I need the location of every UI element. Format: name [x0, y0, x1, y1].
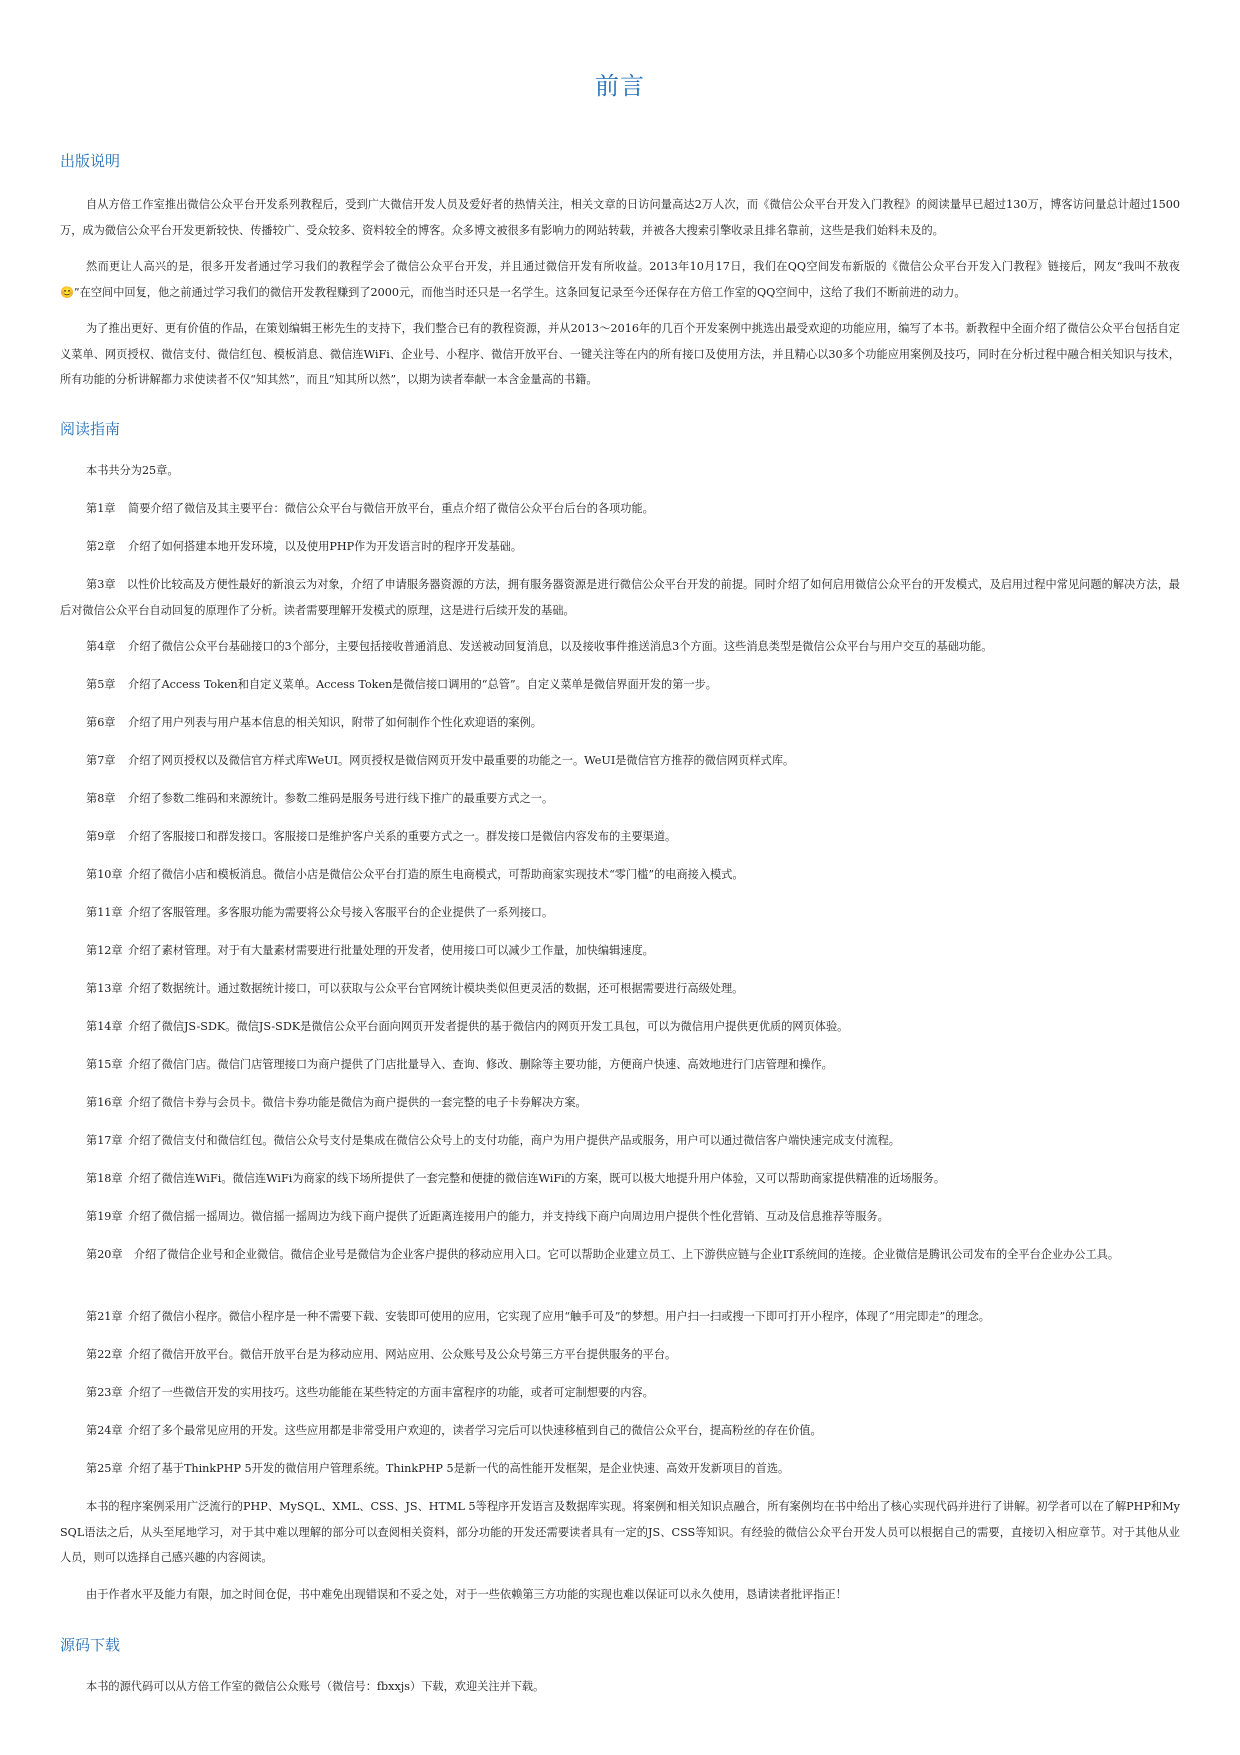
chapter-text: 介绍了基于ThinkPHP 5开发的微信用户管理系统。ThinkPHP 5是新一代的高性能开发框架，是企业快速、高效开发新项目的首选。: [128, 1462, 790, 1475]
page-title: 前言: [595, 72, 645, 100]
publication-paragraph-2: 然而更让人高兴的是，很多开发者通过学习我们的教程学会了微信公众平台开发，并且通过微信开发有所收益。2013年10月17日，我们在QQ空间发布新版的《微信公众平台开发入门教程》链接后，网友“我叫不敖夜😊”在空间中回复，他之前通过学习我们的微信开发教程赚到了2000元，而他当时还只是一名学生。这条回复记录至今还保存在方倍工作室的QQ空间中，这给了我们不断前进的动力。: [60, 260, 1180, 299]
chapter-number: 第1章: [86, 502, 116, 515]
chapter-text: 简要介绍了微信及其主要平台：微信公众平台与微信开放平台，重点介绍了微信公众平台后台的各项功能。: [128, 502, 654, 515]
chapter-number: 第13章: [86, 982, 123, 995]
chapter-text: 介绍了素材管理。对于有大量素材需要进行批量处理的开发者，使用接口可以减少工作量，加快编辑速度。: [128, 944, 654, 957]
chapter-item: [60, 938, 1180, 964]
chapter-text: 介绍了多个最常见应用的开发。这些应用都是非常受用户欢迎的，读者学习完后可以快速移植到自己的微信公众平台，提高粉丝的存在价值。: [128, 1424, 822, 1437]
chapter-item: [60, 534, 1180, 560]
chapter-text: 介绍了微信摇一摇周边。微信摇一摇周边为线下商户提供了近距离连接用户的能力，并支持线下商户向周边用户提供个性化营销、互动及信息推荐等服务。: [128, 1210, 889, 1223]
chapter-text: 介绍了数据统计。通过数据统计接口，可以获取与公众平台官网统计模块类似但更灵活的数据，还可根据需要进行高级处理。: [128, 982, 744, 995]
chapter-item: [60, 1242, 1180, 1268]
chapter-number: 第16章: [86, 1096, 123, 1109]
chapter-item: [60, 1342, 1180, 1368]
chapter-text: 介绍了客服管理。多客服功能为需要将公众号接入客服平台的企业提供了一系列接口。: [128, 906, 554, 919]
chapter-item: [60, 976, 1180, 1002]
chapter-number: 第11章: [86, 906, 123, 919]
chapter-item: [60, 710, 1180, 736]
chapter-item: [60, 1014, 1180, 1040]
chapter-text: 介绍了用户列表与用户基本信息的相关知识，附带了如何制作个性化欢迎语的案例。: [128, 716, 542, 729]
chapter-number: 第5章: [86, 678, 116, 691]
chapter-item: [60, 748, 1180, 774]
publication-paragraph-3: 为了推出更好、更有价值的作品，在策划编辑王彬先生的支持下，我们整合已有的教程资源，并从2013～2016年的几百个开发案例中挑选出最受欢迎的功能应用，编写了本书。新教程中全面介绍了微信公众平台包括自定义菜单、网页授权、微信支付、微信红包、模板消息、微信连WiFi、企业号、小程序、微信开放平台、一键关注等在内的所有接口及使用方法，并且精心以30多个功能应用案例及技巧，同时在分析过程中融合相关知识与技术，所有功能的分析讲解都力求使读者不仅“知其然”，而且“知其所以然”，以期为读者奉献一本含金量高的书籍。: [60, 322, 1180, 386]
chapter-text: 介绍了参数二维码和来源统计。参数二维码是服务号进行线下推广的最重要方式之一。: [128, 792, 554, 805]
guide-closing-paragraph-1: 本书的程序案例采用广泛流行的PHP、MySQL、XML、CSS、JS、HTML 5等程序开发语言及数据库实现。将案例和相关知识点融合，所有案例均在书中给出了核心实现代码并进行了讲解。初学者可以在了解PHP和MySQL语法之后，从头至尾地学习，对于其中难以理解的部分可以查阅相关资料，部分功能的开发还需要读者具有一定的JS、CSS等知识。有经验的微信公众平台开发人员可以根据自己的需要，直接切入相应章节。对于其他从业人员，则可以选择自己感兴趣的内容阅读。: [60, 1500, 1180, 1564]
chapter-number: 第8章: [86, 792, 116, 805]
guide-closing-paragraph-2: 由于作者水平及能力有限，加之时间仓促，书中难免出现错误和不妥之处，对于一些依赖第三方功能的实现也难以保证可以永久使用，恳请读者批评指正！: [86, 1588, 847, 1601]
chapter-item: [60, 1166, 1180, 1192]
chapter-item: [60, 1052, 1180, 1078]
chapter-item: [60, 634, 1180, 660]
chapter-number: 第2章: [86, 540, 116, 553]
chapter-number: 第25章: [86, 1462, 123, 1475]
chapter-item: [60, 824, 1180, 850]
chapter-item: [60, 786, 1180, 812]
chapter-text: 介绍了微信卡券与会员卡。微信卡券功能是微信为商户提供的一套完整的电子卡券解决方案。: [128, 1096, 587, 1109]
chapter-item: [60, 1380, 1180, 1406]
chapter-number: 第14章: [86, 1020, 123, 1033]
section-heading-guide: 阅读指南: [60, 420, 121, 438]
chapter-text: 以性价比较高及方便性最好的新浪云为对象，介绍了申请服务器资源的方法，拥有服务器资源是进行微信公众平台开发的前提。同时介绍了如何启用微信公众平台的开发模式，及启用过程中常见问题的解决方法，最后对微信公众平台自动回复的原理作了分析。读者需要理解开发模式的原理，这是进行后续开发的基础。: [60, 578, 1180, 617]
chapter-number: 第9章: [86, 830, 116, 843]
chapter-text: 介绍了微信JS-SDK。微信JS-SDK是微信公众平台面向网页开发者提供的基于微信内的网页开发工具包，可以为微信用户提供更优质的网页体验。: [128, 1020, 849, 1033]
chapter-item: [60, 496, 1180, 522]
chapter-item: [60, 900, 1180, 926]
chapter-item: [60, 1204, 1180, 1230]
chapter-number: 第10章: [86, 868, 123, 881]
chapter-item: [60, 1090, 1180, 1116]
chapter-text: 介绍了微信小程序。微信小程序是一种不需要下载、安装即可使用的应用，它实现了应用“触手可及”的梦想。用户扫一扫或搜一下即可打开小程序，体现了“用完即走”的理念。: [128, 1310, 990, 1323]
download-text: 本书的源代码可以从方倍工作室的微信公众账号（微信号：fbxxjs）下载，欢迎关注并下载。: [86, 1680, 545, 1693]
chapter-text: 介绍了微信支付和微信红包。微信公众号支付是集成在微信公众号上的支付功能，商户为用户提供产品或服务，用户可以通过微信客户端快速完成支付流程。: [128, 1134, 900, 1147]
chapter-text: 介绍了如何搭建本地开发环境，以及使用PHP作为开发语言时的程序开发基础。: [128, 540, 523, 553]
chapter-item: [60, 862, 1180, 888]
chapter-text: 介绍了客服接口和群发接口。客服接口是维护客户关系的重要方式之一。群发接口是微信内容发布的主要渠道。: [128, 830, 677, 843]
chapter-number: 第3章: [86, 578, 116, 591]
chapter-text: 介绍了一些微信开发的实用技巧。这些功能能在某些特定的方面丰富程序的功能，或者可定制想要的内容。: [128, 1386, 654, 1399]
chapter-number: 第12章: [86, 944, 123, 957]
chapter-number: 第21章: [86, 1310, 123, 1323]
chapter-item: [60, 672, 1180, 698]
publication-paragraph-1: 自从方倍工作室推出微信公众平台开发系列教程后，受到广大微信开发人员及爱好者的热情关注，相关文章的日访问量高达2万人次，而《微信公众平台开发入门教程》的阅读量早已超过130万，博客访问量总计超过1500万，成为微信公众平台开发更新较快、传播较广、受众较多、资料较全的博客。众多博文被很多有影响力的网站转载，并被各大搜索引擎收录且排名靠前，这些是我们始料未及的。: [60, 198, 1180, 237]
chapter-number: 第18章: [86, 1172, 123, 1185]
chapter-text: 介绍了微信小店和模板消息。微信小店是微信公众平台打造的原生电商模式，可帮助商家实现技术“零门槛”的电商接入模式。: [128, 868, 744, 881]
section-heading-download: 源码下载: [60, 1636, 121, 1654]
chapter-item: [60, 572, 1180, 623]
chapter-number: 第22章: [86, 1348, 123, 1361]
chapter-item: [60, 1128, 1180, 1154]
chapter-text: 介绍了微信企业号和企业微信。微信企业号是微信为企业客户提供的移动应用入口。它可以帮助企业建立员工、上下游供应链与企业IT系统间的连接。企业微信是腾讯公司发布的全平台企业办公工具。: [133, 1248, 1120, 1261]
chapter-text: 介绍了Access Token和自定义菜单。Access Token是微信接口调用的“总管”。自定义菜单是微信界面开发的第一步。: [128, 678, 717, 691]
chapter-number: 第6章: [86, 716, 116, 729]
chapter-number: 第17章: [86, 1134, 123, 1147]
chapter-text: 介绍了微信开放平台。微信开放平台是为移动应用、网站应用、公众账号及公众号第三方平台提供服务的平台。: [128, 1348, 677, 1361]
chapter-item: [60, 1418, 1180, 1444]
chapter-item: [60, 1304, 1180, 1330]
chapter-number: 第7章: [86, 754, 116, 767]
chapter-number: 第19章: [86, 1210, 123, 1223]
chapter-text: 介绍了微信门店。微信门店管理接口为商户提供了门店批量导入、查询、修改、删除等主要功能，方便商户快速、高效地进行门店管理和操作。: [128, 1058, 833, 1071]
chapter-number: 第23章: [86, 1386, 123, 1399]
section-heading-publication: 出版说明: [60, 152, 121, 170]
guide-intro: 本书共分为25章。: [86, 464, 179, 477]
chapter-text: 介绍了网页授权以及微信官方样式库WeUI。网页授权是微信网页开发中最重要的功能之一。WeUI是微信官方推荐的微信网页样式库。: [128, 754, 795, 767]
chapter-number: 第20章: [86, 1248, 123, 1261]
chapter-text: 介绍了微信公众平台基础接口的3个部分，主要包括接收普通消息、发送被动回复消息，以及接收事件推送消息3个方面。这些消息类型是微信公众平台与用户交互的基础功能。: [128, 640, 993, 653]
chapter-item: [60, 1456, 1180, 1482]
chapter-number: 第15章: [86, 1058, 123, 1071]
chapter-text: 介绍了微信连WiFi。微信连WiFi为商家的线下场所提供了一套完整和便捷的微信连WiFi的方案，既可以极大地提升用户体验，又可以帮助商家提供精准的近场服务。: [128, 1172, 946, 1185]
chapter-number: 第4章: [86, 640, 116, 653]
chapter-number: 第24章: [86, 1424, 123, 1437]
